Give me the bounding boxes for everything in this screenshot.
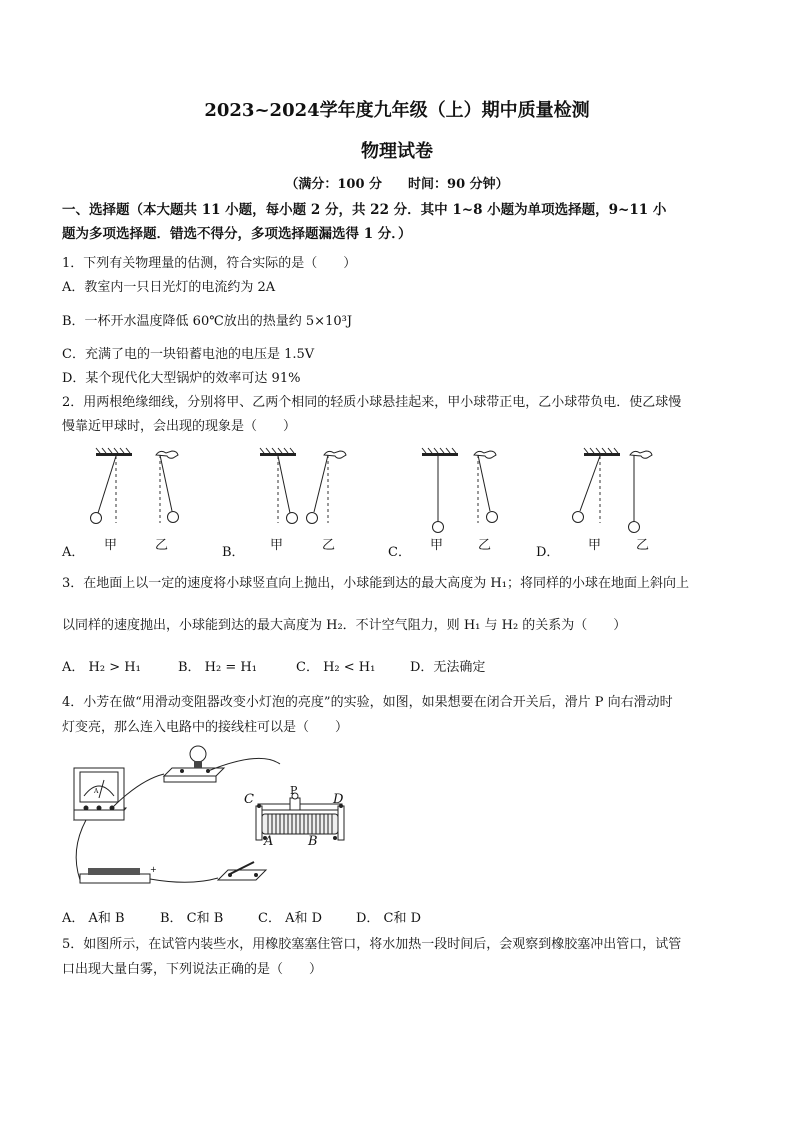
- q1-option-b: B．一杯开水温度降低 60℃放出的热量约 5×10³J: [62, 314, 353, 329]
- q4-option-d: D． C和 D: [356, 911, 422, 926]
- q2-b-yi: 乙: [322, 538, 336, 553]
- q4-label-a: A: [264, 834, 274, 849]
- q5-stem-line2: 口出现大量白雾，下列说法正确的是（ ）: [62, 962, 323, 977]
- svg-text:A: A: [94, 788, 99, 795]
- q4-option-b: B． C和 B: [160, 911, 224, 926]
- q2-figure-a: [91, 448, 179, 524]
- q2-option-d-label: D．: [536, 545, 560, 560]
- q2-option-b-label: B．: [222, 545, 245, 560]
- q2-figure-d: [573, 448, 653, 533]
- battery: [80, 865, 157, 883]
- q2-stem-line1: 2．用两根绝缘细线，分别将甲、乙两个相同的轻质小球悬挂起来，甲小球带正电，乙小球带负电．使乙球慢: [62, 395, 682, 410]
- q2-a-jia: 甲: [104, 538, 118, 553]
- q4-option-c: C． A和 D: [258, 911, 323, 926]
- section1-line2: 题为多项选择题．错选不得分，多项选择题漏选得 1 分．）: [62, 226, 412, 242]
- ammeter: [74, 768, 126, 820]
- q2-figure-c: [422, 448, 498, 533]
- q4-label-b: B: [308, 834, 318, 849]
- q2-option-c-label: C．: [388, 545, 411, 560]
- q4-circuit-figure: [60, 740, 380, 895]
- q3-stem-line2: 以同样的速度抛出，小球能到达的最大高度为 H₂．不计空气阻力，则 H₁ 与 H₂ 的关系为（ ）: [62, 618, 627, 633]
- q4-label-d: D: [333, 792, 344, 807]
- svg-text:+: +: [150, 865, 157, 874]
- q4-label-c: C: [244, 792, 254, 807]
- q2-d-jia: 甲: [588, 538, 602, 553]
- q2-c-yi: 乙: [478, 538, 492, 553]
- lamp: [164, 746, 224, 782]
- q5-stem-line1: 5．如图所示，在试管内装些水，用橡胶塞塞住管口，将水加热一段时间后，会观察到橡胶塞冲出管口，试管: [62, 937, 682, 952]
- q1-option-d: D．某个现代化大型锅炉的效率可达 91%: [62, 371, 301, 386]
- q1-option-a: A．教室内一只日光灯的电流约为 2A: [62, 280, 276, 295]
- q2-b-jia: 甲: [270, 538, 284, 553]
- switch: [218, 862, 266, 880]
- q3-option-c: C． H₂ < H₁: [296, 660, 376, 675]
- q3-option-a: A． H₂ > H₁: [62, 660, 141, 675]
- q3-option-b: B． H₂ = H₁: [178, 660, 257, 675]
- q3-option-d: D．无法确定: [410, 660, 486, 675]
- q2-stem-line2: 慢靠近甲球时，会出现的现象是（ ）: [62, 419, 297, 434]
- section1-line1: 一、选择题（本大题共 11 小题，每小题 2 分，共 22 分．其中 1~8 小题为单项选择题，9~11 小: [62, 202, 667, 218]
- exam-title: 2023~2024学年度九年级（上）期中质量检测: [204, 100, 590, 121]
- q3-stem-line1: 3．在地面上以一定的速度将小球竖直向上抛出，小球能到达的最大高度为 H₁；将同样的小球在地面上斜向上: [62, 576, 689, 591]
- q2-option-a-label: A．: [62, 545, 85, 560]
- q2-c-jia: 甲: [430, 538, 444, 553]
- q2-figure-b: [260, 448, 346, 524]
- q2-a-yi: 乙: [155, 538, 169, 553]
- q1-stem: 1．下列有关物理量的估测，符合实际的是（ ）: [62, 256, 357, 271]
- q4-label-p: P: [290, 784, 298, 797]
- q4-stem-line1: 4．小芳在做“用滑动变阻器改变小灯泡的亮度”的实验，如图，如果想要在闭合开关后，滑片 P 向右滑动时: [62, 695, 673, 710]
- rheostat: [256, 793, 344, 840]
- exam-subject: 物理试卷: [361, 141, 433, 162]
- q2-d-yi: 乙: [636, 538, 650, 553]
- q1-option-c: C．充满了电的一块铅蓄电池的电压是 1.5V: [62, 347, 315, 362]
- score-time: （满分：100 分 时间：90 分钟）: [285, 177, 509, 192]
- q4-stem-line2: 灯变亮，那么连入电路中的接线柱可以是（ ）: [62, 720, 349, 735]
- q4-option-a: A． A和 B: [62, 911, 125, 926]
